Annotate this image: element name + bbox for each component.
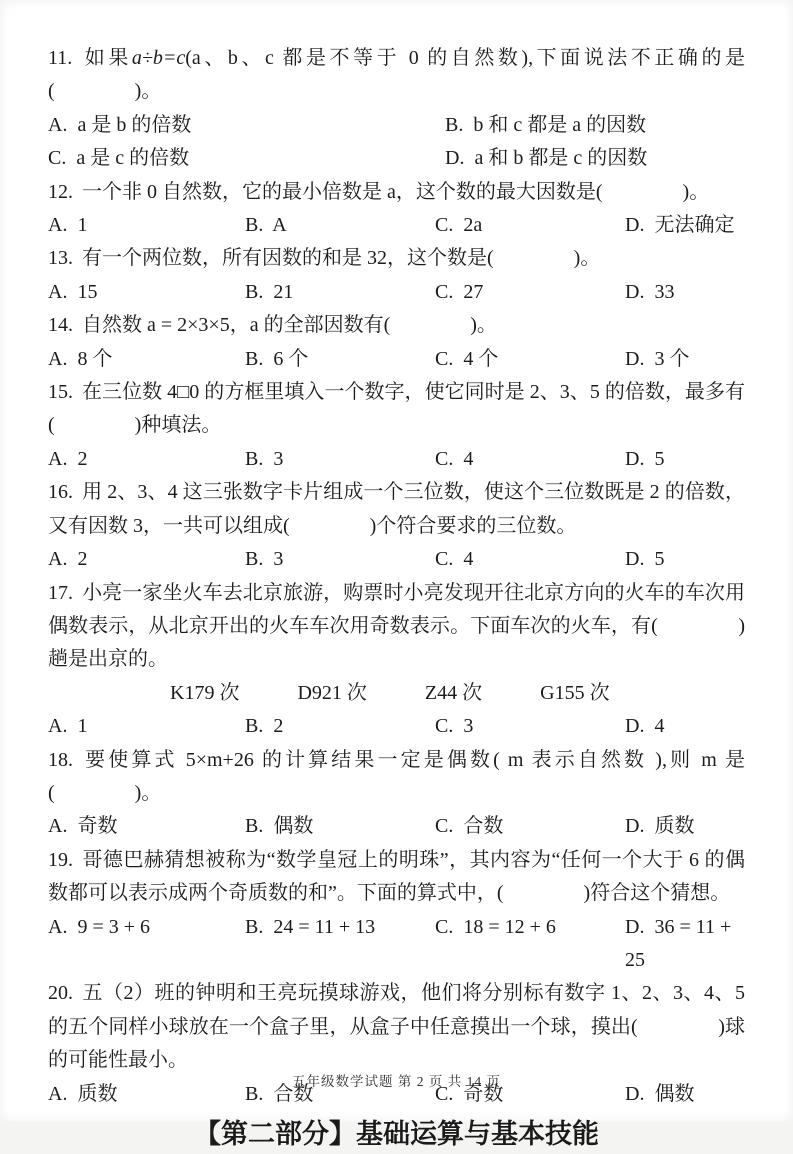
question-17-options — [48, 710, 745, 743]
question-12-options — [48, 209, 745, 242]
train-number-d921: D921 次 — [297, 681, 367, 704]
option-14-c: C. 4 个 — [435, 347, 499, 370]
question-11-options — [48, 109, 745, 176]
question-19-options — [48, 911, 745, 978]
question-15-number: 15. — [48, 381, 73, 404]
question-19-text — [48, 844, 745, 911]
train-number-k179: K179 次 — [170, 681, 240, 704]
question-20-body: 五（2）班的钟明和王亮玩摸球游戏，他们将分别标有数字 1、2、3、4、5 的五个同样小球放在一个盒子里，从盒子中任意摸出一个球，摸出( )球的可能性最小。 — [48, 982, 745, 1072]
train-number-z44: Z44 次 — [424, 681, 483, 704]
option-13-d: D. 33 — [625, 280, 675, 303]
option-18-d: D. 质数 — [625, 815, 695, 838]
question-20-text — [48, 977, 745, 1077]
question-16-text — [48, 476, 745, 543]
option-18-a: A. 奇数 — [48, 815, 118, 838]
question-12-body: 一个非 0 自然数，它的最小倍数是 a，这个数的最大因数是( )。 — [82, 180, 710, 203]
question-18-text — [48, 744, 745, 811]
question-12-number: 12. — [48, 180, 73, 203]
page-footer: 五年级数学试题 第 2 页 共 14 页 — [292, 1074, 501, 1089]
question-18-body: 要使算式 5×m+26 的计算结果一定是偶数( m 表示自然数 ),则 m 是( )。 — [48, 748, 745, 804]
option-13-c: C. 27 — [435, 280, 484, 303]
option-16-d: D. 5 — [625, 548, 665, 571]
option-20-d: D. 偶数 — [625, 1082, 695, 1105]
question-18-number: 18. — [48, 748, 73, 771]
option-16-c: C. 4 — [435, 548, 474, 571]
option-18-c: C. 合数 — [435, 815, 504, 838]
question-14-text — [48, 309, 745, 342]
question-13-body: 有一个两位数，所有因数的和是 32，这个数是( )。 — [82, 247, 601, 270]
option-19-d: D. 36 = 11 + 25 — [625, 915, 737, 971]
question-14-body: 自然数 a = 2×3×5，a 的全部因数有( )。 — [82, 314, 497, 337]
question-11-text — [48, 42, 745, 109]
question-16-number: 16. — [48, 481, 73, 504]
question-13-options — [48, 276, 745, 309]
option-16-b: B. 3 — [245, 548, 284, 571]
option-17-a: A. 1 — [48, 715, 88, 738]
option-15-c: C. 4 — [435, 447, 474, 470]
question-14-options — [48, 343, 745, 376]
option-14-d: D. 3 个 — [625, 347, 690, 370]
question-11-pre: 如果 — [81, 47, 132, 69]
option-19-a: A. 9 = 3 + 6 — [48, 915, 151, 938]
option-20-b: B. 合数 — [245, 1082, 314, 1105]
option-11-c: C. a 是 c 的倍数 — [48, 147, 190, 170]
question-13-text — [48, 242, 745, 275]
option-11-d: D. a 和 b 都是 c 的因数 — [445, 147, 648, 170]
option-16-a: A. 2 — [48, 548, 88, 571]
option-11-a: A. a 是 b 的倍数 — [48, 113, 192, 136]
question-13-number: 13. — [48, 247, 73, 270]
question-11-number: 11. — [48, 47, 73, 69]
question-17-number: 17. — [48, 581, 73, 604]
option-19-b: B. 24 = 11 + 13 — [245, 915, 376, 938]
question-15-body: 在三位数 4□0 的方框里填入一个数字，使它同时是 2、3、5 的倍数，最多有( )种填法。 — [48, 381, 745, 437]
option-17-d: D. 4 — [625, 715, 665, 738]
option-17-b: B. 2 — [245, 715, 284, 738]
question-17-text — [48, 577, 745, 677]
question-18-options — [48, 810, 745, 843]
question-12-text — [48, 176, 745, 209]
option-14-a: A. 8 个 — [48, 347, 113, 370]
option-13-b: B. 21 — [245, 280, 294, 303]
option-11-b: B. b 和 c 都是 a 的因数 — [445, 113, 647, 136]
question-11-post: (a、b、c 都是不等于 0 的自然数),下面说法不正确的是( )。 — [48, 47, 745, 103]
question-17-train-list — [48, 677, 745, 710]
option-14-b: B. 6 个 — [245, 347, 309, 370]
option-12-d: D. 无法确定 — [625, 214, 735, 237]
option-13-a: A. 15 — [48, 280, 98, 303]
question-17-body: 小亮一家坐火车去北京旅游，购票时小亮发现开往北京方向的火车的车次用偶数表示，从北京开出的火车车次用奇数表示。下面车次的火车，有( )趟是出京的。 — [48, 581, 745, 671]
option-15-a: A. 2 — [48, 447, 88, 470]
question-19-number: 19. — [48, 848, 73, 871]
option-15-b: B. 3 — [245, 447, 284, 470]
section-header-part-two: 【第二部分】基础运算与基本技能 — [194, 1119, 599, 1149]
option-20-c: C. 奇数 — [435, 1082, 504, 1105]
option-12-b: B. A — [245, 214, 287, 237]
question-16-options — [48, 543, 745, 576]
question-15-options — [48, 443, 745, 476]
question-19-body: 哥德巴赫猜想被称为“数学皇冠上的明珠”，其内容为“任何一个大于 6 的偶数都可以表示成两个奇质数的和”。下面的算式中，( )符合这个猜想。 — [48, 848, 745, 905]
option-18-b: B. 偶数 — [245, 815, 314, 838]
option-19-c: C. 18 = 12 + 6 — [435, 915, 556, 938]
option-17-c: C. 3 — [435, 715, 474, 738]
option-12-c: C. 2a — [435, 214, 483, 237]
question-11-math-expression: a÷b=c — [131, 47, 186, 69]
option-12-a: A. 1 — [48, 214, 88, 237]
question-15-text — [48, 376, 745, 443]
question-14-number: 14. — [48, 314, 73, 337]
option-20-a: A. 质数 — [48, 1082, 118, 1105]
question-16-body: 用 2、3、4 这三张数字卡片组成一个三位数，使这个三位数既是 2 的倍数，又有因数 3，一共可以组成( )个符合要求的三位数。 — [48, 481, 745, 537]
question-20-number: 20. — [48, 982, 73, 1005]
option-15-d: D. 5 — [625, 447, 665, 470]
train-number-g155: G155 次 — [540, 681, 610, 704]
